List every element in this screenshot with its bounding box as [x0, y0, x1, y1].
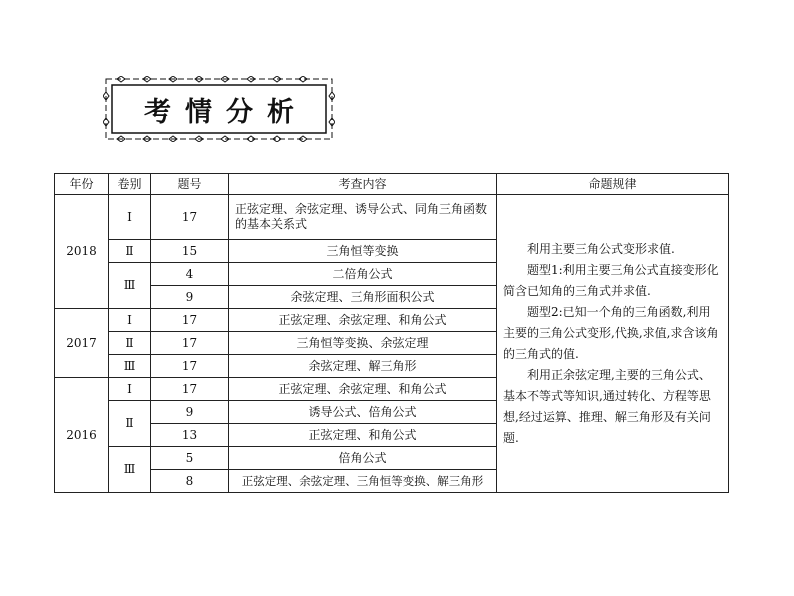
paper-cell: Ⅲ	[109, 355, 151, 378]
question-number-cell: 17	[151, 378, 229, 401]
content-cell: 正弦定理、和角公式	[229, 424, 497, 447]
header-paper: 卷别	[109, 174, 151, 195]
header-year: 年份	[55, 174, 109, 195]
content-cell: 余弦定理、三角形面积公式	[229, 286, 497, 309]
paper-cell: Ⅰ	[109, 378, 151, 401]
paper-cell: Ⅲ	[109, 263, 151, 309]
content-cell: 余弦定理、解三角形	[229, 355, 497, 378]
banner-title: 考情分析	[144, 96, 308, 128]
content-cell: 正弦定理、余弦定理、诱导公式、同角三角函数的基本关系式	[229, 195, 497, 240]
header-content: 考查内容	[229, 174, 497, 195]
pattern-paragraph: 利用正余弦定理,主要的三角公式、基本不等式等知识,通过转化、方程等思想,经过运算、推理、解三角形及有关问题.	[503, 367, 711, 445]
question-number-cell: 5	[151, 447, 229, 470]
header-question-number: 题号	[151, 174, 229, 195]
content-cell: 倍角公式	[229, 447, 497, 470]
table-header-row	[55, 174, 729, 195]
content-cell: 三角恒等变换	[229, 240, 497, 263]
question-number-cell: 13	[151, 424, 229, 447]
content-cell: 正弦定理、余弦定理、和角公式	[229, 378, 497, 401]
year-cell: 2017	[55, 309, 109, 378]
header-pattern: 命题规律	[497, 174, 729, 195]
content-cell: 正弦定理、余弦定理、三角恒等变换、解三角形	[229, 470, 497, 493]
exam-analysis-table	[54, 173, 729, 493]
paper-cell: Ⅱ	[109, 332, 151, 355]
pattern-cell	[497, 195, 729, 493]
paper-cell: Ⅱ	[109, 401, 151, 447]
paper-cell: Ⅲ	[109, 447, 151, 493]
question-number-cell: 17	[151, 332, 229, 355]
section-banner	[103, 76, 335, 142]
question-number-cell: 17	[151, 355, 229, 378]
content-cell: 正弦定理、余弦定理、和角公式	[229, 309, 497, 332]
paper-cell: Ⅰ	[109, 309, 151, 332]
year-cell: 2016	[55, 378, 109, 493]
paper-cell: Ⅱ	[109, 240, 151, 263]
year-cell: 2018	[55, 195, 109, 309]
question-number-cell: 9	[151, 401, 229, 424]
table-row	[55, 195, 729, 240]
question-number-cell: 17	[151, 309, 229, 332]
question-number-cell: 15	[151, 240, 229, 263]
content-cell: 三角恒等变换、余弦定理	[229, 332, 497, 355]
content-cell: 诱导公式、倍角公式	[229, 401, 497, 424]
pattern-paragraph: 题型2:已知一个角的三角函数,利用主要的三角公式变形,代换,求值,求含该角的三角式的值.	[503, 304, 719, 361]
question-number-cell: 4	[151, 263, 229, 286]
content-cell: 二倍角公式	[229, 263, 497, 286]
question-number-cell: 8	[151, 470, 229, 493]
pattern-paragraph: 利用主要三角公式变形求值.	[527, 241, 675, 256]
question-number-cell: 17	[151, 195, 229, 240]
paper-cell: Ⅰ	[109, 195, 151, 240]
pattern-paragraph: 题型1:利用主要三角公式直接变形化简含已知角的三角式并求值.	[503, 262, 719, 298]
question-number-cell: 9	[151, 286, 229, 309]
